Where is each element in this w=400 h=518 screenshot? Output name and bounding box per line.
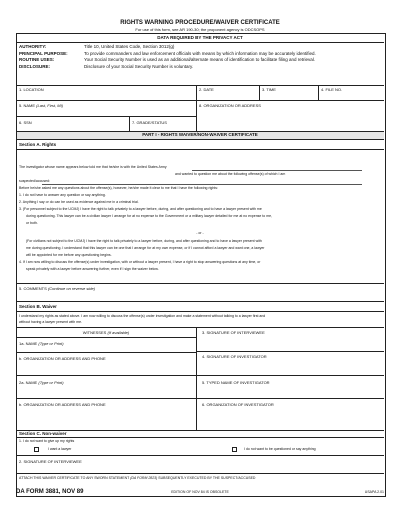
or-separator: - or - — [196, 231, 204, 235]
purpose-text: To provide commanders and law enforcement officials with means by which information may be accurately identified. — [84, 50, 316, 56]
right-3-line-2: during questioning. This lawyer can be a civilian lawyer I arrange for at no expense to the Government or a military lawyer detailed for me at no expense to me, — [26, 214, 273, 218]
witness-2-org-label: b. ORGANIZATION OR ADDRESS AND PHONE — [19, 402, 106, 407]
divider — [259, 85, 260, 100]
witness-1-org-label: b. ORGANIZATION OR ADDRESS AND PHONE — [19, 356, 106, 361]
disclosure-text: Disclosure of your Social Security Number is voluntary. — [84, 63, 194, 69]
form-number: DA FORM 3881, NOV 89 — [16, 489, 84, 495]
attach-instruction: ATTACH THIS WAIVER CERTIFICATE TO ANY SWORN STATEMENT (DA FORM 2823) SUBSEQUENTLY EXECUTED BY THE SUSPECT/ACCUSED — [19, 476, 256, 480]
time-label: 3. TIME — [262, 87, 276, 92]
file-no-label: 4. FILE NO. — [321, 87, 343, 92]
intro-line-1: The investigator whose name appears below told me that he/she is with the United States Army — [19, 165, 167, 169]
non-waiver-sig-label: 2. SIGNATURE OF INTERVIEWEE — [19, 459, 82, 464]
divider — [16, 311, 384, 312]
right-4-line-1: 4. If I am now willing to discuss the offense(s) under investigation, with or without a lawyer present, I have a right to stop answering questions at any time, or — [19, 260, 261, 264]
purpose-label: PRINCIPAL PURPOSE: — [19, 50, 68, 56]
part1-heading: PART I - RIGHTS WAIVER/NON-WAIVER CERTIFICATE — [142, 132, 258, 137]
witnesses-label: WITNESSES (If available) — [82, 330, 130, 335]
sig-investigator-label: 4. SIGNATURE OF INVESTIGATOR — [202, 354, 267, 359]
divider — [196, 351, 384, 352]
section-b-heading: Section B. Waiver — [19, 304, 57, 309]
non-waiver-item-1: 1. I do not want to give up my rights — [19, 439, 75, 443]
divider — [16, 149, 384, 150]
divider — [129, 116, 130, 131]
civilian-line-2: me during questioning. I understand that this lawyer can be one that I arrange for at my own expense, or if I cannot afford a lawyer and want one, a lawyer — [26, 246, 265, 250]
divider — [16, 301, 384, 302]
org-address-label: 8. ORGANIZATION OR ADDRESS — [199, 103, 261, 108]
no-questioning-checkbox[interactable] — [232, 447, 237, 452]
waiver-text-2: without having a lawyer present with me. — [19, 320, 83, 324]
location-label: 1. LOCATION — [19, 87, 44, 92]
divider — [16, 100, 384, 101]
offense-line — [42, 184, 362, 185]
divider — [16, 375, 384, 376]
disclosure-label: DISCLOSURE: — [19, 63, 51, 69]
name-label: 5. NAME (Last, First, MI) — [19, 103, 64, 108]
authority-label: AUTHORITY: — [19, 44, 47, 49]
right-3-line-1: 3. (For personnel subject to the UCMJ) I have the right to talk privately to a lawyer before, during, and after questioning and to have a lawyer present with me — [19, 207, 262, 211]
grade-status-label: 7. GRADE/STATUS — [132, 120, 167, 125]
intro-line-3: suspected/accused: — [19, 179, 50, 183]
want-lawyer-checkbox[interactable] — [34, 447, 39, 452]
army-unit-line — [192, 170, 362, 171]
civilian-line-1: (For civilians not subject to the UCMJ) I have the right to talk privately to a lawyer before, during, and after questioning and to have a lawyer present with — [26, 239, 262, 243]
witness-1-name-label: 1a. NAME (Type or Print) — [19, 341, 64, 346]
want-lawyer-label: I want a lawyer — [48, 446, 72, 451]
routine-uses-label: ROUTINE USES: — [19, 57, 55, 62]
routine-uses-text: Your Social Security Number is used as an additional/alternate means of identification to facilitate filing and retrieval. — [84, 57, 315, 62]
divider — [16, 398, 384, 399]
typed-name-investigator-label: 5. TYPED NAME OF INVESTIGATOR — [202, 380, 270, 385]
no-questioning-label: I do not want to be questioned or say anything — [244, 446, 316, 451]
divider — [196, 100, 197, 131]
org-investigator-label: 6. ORGANIZATION OF INVESTIGATOR — [202, 402, 274, 407]
edition-note: EDITION OF NOV 84 IS OBSOLETE — [171, 489, 229, 494]
divider — [16, 139, 384, 140]
intro-line-4: Before he/she asked me any questions about the offense(s), however, he/she made it clear to me that I have the following rights: — [19, 186, 218, 190]
right-3-line-3: or both. — [26, 221, 38, 225]
comments-label: 5. COMMENTS (Continue on reverse side) — [19, 286, 96, 291]
date-label: 2. DATE — [199, 87, 214, 92]
sig-interviewee-label: 3. SIGNATURE OF INTERVIEWEE — [202, 330, 265, 335]
civilian-line-3: will be appointed for me before any questioning begins. — [26, 253, 112, 257]
divider — [16, 116, 196, 117]
intro-line-2: and wanted to question me about the following offense(s) of which I am — [175, 172, 286, 176]
witness-2-name-label: 2a. NAME (Type or Print) — [19, 380, 64, 385]
divider — [16, 352, 196, 353]
ssn-label: 6. SSN — [19, 120, 32, 125]
divider — [196, 85, 197, 100]
right-2: 2. Anything I say or do can be used as evidence against me in a criminal trial. — [19, 200, 139, 204]
divider — [318, 85, 319, 100]
divider — [16, 283, 384, 284]
divider — [16, 430, 384, 431]
divider — [16, 455, 384, 456]
authority-text: Title 10, United States Code, Section 3012(g) — [84, 44, 175, 49]
divider — [16, 85, 384, 86]
waiver-text-1: I understand my rights as stated above. I am now willing to discuss the offense(s) under investigation and make a statement without talking to a lawyer first and — [19, 314, 266, 318]
right-1: 1. I do not have to answer any question or say anything. — [19, 193, 106, 197]
usapa-code: USAPA 2.01 — [364, 489, 384, 494]
form-subtitle: For use of this form, see AR 190-30; the proponent agency is ODCSOPS — [135, 26, 265, 32]
divider — [16, 473, 384, 474]
divider — [16, 337, 196, 338]
divider — [16, 327, 384, 328]
divider — [16, 42, 384, 43]
divider — [16, 437, 384, 438]
right-4-line-2: speak privately with a lawyer before answering further, even if I sign the waiver below. — [26, 267, 159, 271]
section-c-heading: Section C. Non-waiver — [19, 431, 67, 436]
divider — [196, 327, 197, 430]
form-title: RIGHTS WARNING PROCEDURE/WAIVER CERTIFICATE — [120, 20, 280, 26]
section-a-heading: Section A. Rights — [19, 142, 57, 147]
privacy-act-heading: DATA REQUIRED BY THE PRIVACY ACT — [157, 35, 243, 40]
